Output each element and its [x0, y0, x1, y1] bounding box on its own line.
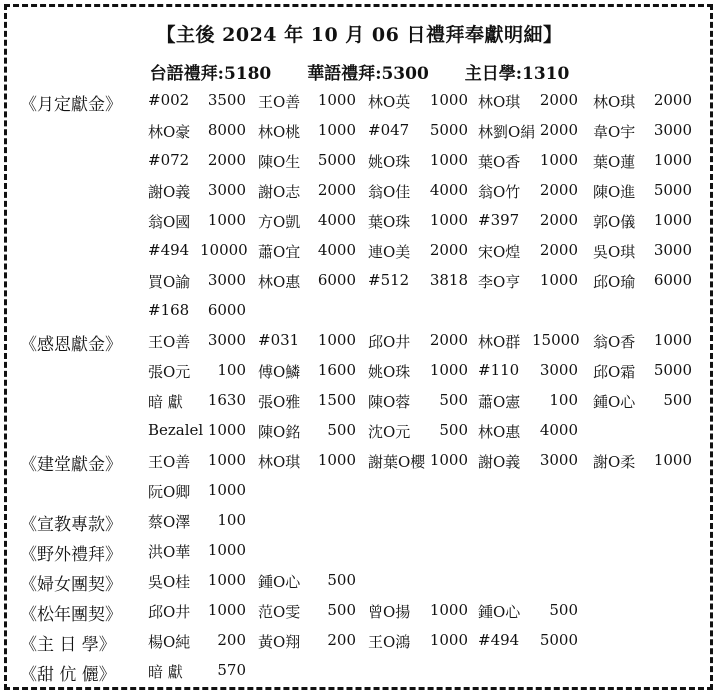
donation-amount: 2000	[429, 331, 468, 349]
donation-amount: 1000	[317, 121, 356, 139]
donation-amount: 5000	[317, 151, 356, 169]
donation-amount: 1000	[429, 361, 468, 379]
donation-amount: 8000	[207, 121, 246, 139]
donor-name: 葉O珠	[368, 213, 411, 231]
donor-name: 林O琪	[478, 93, 521, 111]
donation-amount: 2000	[317, 181, 356, 199]
donor-name: 蕭O憲	[478, 393, 521, 411]
donor-name: 宋O煌	[478, 243, 521, 261]
donation-amount: 5000	[429, 121, 468, 139]
donation-amount: 2000	[653, 91, 692, 109]
donor-name: 王O鴻	[368, 633, 411, 651]
page-title: 【主後 2024 年 10 月 06 日禮拜奉獻明細】	[156, 24, 563, 46]
donation-amount: 1000	[207, 451, 246, 469]
donor-name: Bezalel	[148, 421, 204, 439]
donation-amount: 3000	[539, 361, 578, 379]
donation-amount: 1000	[653, 331, 692, 349]
donation-amount: 500	[327, 421, 356, 439]
offering-row	[0, 150, 719, 180]
offering-row	[0, 240, 719, 270]
donor-name: 陳O銘	[258, 423, 301, 441]
offering-row	[0, 420, 719, 450]
donor-name: 姚O珠	[368, 153, 411, 171]
offering-row	[0, 540, 719, 570]
donation-amount: 500	[327, 601, 356, 619]
donor-name: 范O雯	[258, 603, 301, 621]
donation-amount: 500	[663, 391, 692, 409]
donation-amount: 3000	[207, 331, 246, 349]
donation-amount: 2000	[539, 181, 578, 199]
donation-amount: 1000	[653, 211, 692, 229]
donation-amount: 15000	[532, 331, 580, 349]
donor-name: #168	[148, 301, 190, 319]
donation-amount: 1000	[207, 601, 246, 619]
donation-amount: 1000	[317, 331, 356, 349]
donation-amount: 100	[217, 511, 246, 529]
donation-amount: 500	[327, 571, 356, 589]
donor-name: 曾O揚	[368, 603, 411, 621]
donation-amount: 6000	[207, 301, 246, 319]
donation-amount: 1500	[317, 391, 356, 409]
donor-name: 林O桃	[258, 123, 301, 141]
donor-name: 翁O國	[148, 213, 191, 231]
donation-amount: 10000	[200, 241, 248, 259]
donation-amount: 3000	[207, 271, 246, 289]
donation-amount: 1000	[429, 151, 468, 169]
donor-name: 邱O瑜	[593, 273, 636, 291]
offering-row	[0, 270, 719, 300]
category-label: 《婦女團契》	[20, 575, 122, 595]
category-label: 《宣教專款》	[20, 515, 122, 535]
donor-name: #397	[478, 211, 520, 229]
donation-amount: 1000	[653, 151, 692, 169]
donation-amount: 1000	[429, 211, 468, 229]
donor-name: 林O惠	[478, 423, 521, 441]
donor-name: 邱O井	[368, 333, 411, 351]
donor-name: 郭O儀	[593, 213, 636, 231]
summary-mandarin-service: 華語禮拜:5300	[307, 64, 429, 84]
donation-amount: 2000	[539, 121, 578, 139]
donor-name: #512	[368, 271, 410, 289]
donor-name: 王O善	[258, 93, 301, 111]
category-label: 《月定獻金》	[20, 95, 122, 115]
donation-amount: 3000	[207, 181, 246, 199]
donor-name: 王O善	[148, 333, 191, 351]
donor-name: 黃O翔	[258, 633, 301, 651]
donation-amount: 200	[327, 631, 356, 649]
donor-name: #002	[148, 91, 190, 109]
donor-name: 鍾O心	[593, 393, 636, 411]
donation-amount: 2000	[539, 211, 578, 229]
donor-name: 林O英	[368, 93, 411, 111]
donation-amount: 1000	[317, 451, 356, 469]
donor-name: 葉O蓮	[593, 153, 636, 171]
donor-name: 蕭O宜	[258, 243, 301, 261]
offering-row	[0, 360, 719, 390]
donor-name: 林O群	[478, 333, 521, 351]
donor-name: #110	[478, 361, 520, 379]
donor-name: 張O元	[148, 363, 191, 381]
donation-amount: 2000	[539, 241, 578, 259]
donor-name: 葉O香	[478, 153, 521, 171]
offering-row	[0, 330, 719, 360]
donation-amount: 5000	[653, 181, 692, 199]
donation-amount: 4000	[317, 241, 356, 259]
donor-name: 連O美	[368, 243, 411, 261]
donation-amount: 3000	[653, 241, 692, 259]
category-label: 《松年團契》	[20, 605, 122, 625]
donation-amount: 1000	[207, 541, 246, 559]
donation-amount: 500	[549, 601, 578, 619]
donor-name: 韋O宇	[593, 123, 636, 141]
donor-name: #031	[258, 331, 300, 349]
donation-amount: 4000	[429, 181, 468, 199]
donor-name: 翁O香	[593, 333, 636, 351]
summary-sunday-school: 主日學:1310	[464, 64, 570, 84]
donation-amount: 2000	[539, 91, 578, 109]
category-label: 《主 日 學》	[20, 635, 116, 655]
donor-name: 楊O純	[148, 633, 191, 651]
donor-name: 謝葉O櫻	[368, 453, 426, 471]
donor-name: 沈O元	[368, 423, 411, 441]
donation-amount: 4000	[317, 211, 356, 229]
offering-row	[0, 180, 719, 210]
category-label: 《甜 伉 儷》	[20, 665, 116, 685]
donor-name: 傅O鱗	[258, 363, 301, 381]
category-label: 《建堂獻金》	[20, 455, 122, 475]
donation-amount: 1000	[207, 571, 246, 589]
donation-amount: 1000	[429, 601, 468, 619]
donation-amount: 1000	[539, 151, 578, 169]
donor-name: 李O亨	[478, 273, 521, 291]
donation-amount: 1000	[429, 451, 468, 469]
donation-amount: 3000	[653, 121, 692, 139]
donor-name: 吳O桂	[148, 573, 191, 591]
donation-amount: 1000	[207, 481, 246, 499]
donation-amount: 1000	[539, 271, 578, 289]
donor-name: 蔡O澤	[148, 513, 191, 531]
donor-name: 鍾O心	[478, 603, 521, 621]
donation-amount: 5000	[653, 361, 692, 379]
category-label: 《感恩獻金》	[20, 335, 122, 355]
offering-row	[0, 450, 719, 480]
summary-taiwanese-service: 台語禮拜:5180	[149, 64, 272, 84]
donation-amount: 200	[217, 631, 246, 649]
donor-name: #494	[478, 631, 520, 649]
donor-name: 陳O生	[258, 153, 301, 171]
donor-name: 暗 獻	[148, 393, 183, 411]
donor-name: 林O惠	[258, 273, 301, 291]
donation-amount: 1000	[429, 91, 468, 109]
donor-name: 姚O珠	[368, 363, 411, 381]
donation-amount: 4000	[539, 421, 578, 439]
donor-name: 翁O竹	[478, 183, 521, 201]
donation-amount: 3818	[429, 271, 468, 289]
donor-name: #494	[148, 241, 190, 259]
offering-row	[0, 90, 719, 120]
donor-name: 暗 獻	[148, 663, 183, 681]
donor-name: 方O凱	[258, 213, 301, 231]
donor-name: 吳O琪	[593, 243, 636, 261]
donation-amount: 500	[439, 421, 468, 439]
donation-amount: 1000	[207, 211, 246, 229]
donor-name: 陳O蓉	[368, 393, 411, 411]
donor-name: 阮O卿	[148, 483, 191, 501]
donor-name: 邱O霜	[593, 363, 636, 381]
offering-row	[0, 510, 719, 540]
donation-amount: 2000	[429, 241, 468, 259]
donation-amount: 1000	[653, 451, 692, 469]
category-label: 《野外禮拜》	[20, 545, 122, 565]
donor-name: 洪O華	[148, 543, 191, 561]
donation-amount: 500	[439, 391, 468, 409]
donation-amount: 1000	[317, 91, 356, 109]
donor-name: 鍾O心	[258, 573, 301, 591]
donor-name: #047	[368, 121, 410, 139]
donor-name: 林O琪	[593, 93, 636, 111]
donation-amount: 1600	[317, 361, 356, 379]
attendance-summary	[0, 59, 719, 84]
donation-amount: 100	[549, 391, 578, 409]
offering-row	[0, 480, 719, 510]
donation-amount: 6000	[653, 271, 692, 289]
donor-name: 林O琪	[258, 453, 301, 471]
offering-row	[0, 210, 719, 240]
donation-amount: 5000	[539, 631, 578, 649]
offering-row	[0, 300, 719, 330]
donor-name: 謝O義	[478, 453, 521, 471]
donation-amount: 2000	[207, 151, 246, 169]
offering-row	[0, 120, 719, 150]
donor-name: 買O諭	[148, 273, 191, 291]
donor-name: 陳O進	[593, 183, 636, 201]
donor-name: 張O雅	[258, 393, 301, 411]
offering-row	[0, 390, 719, 420]
donor-name: 翁O佳	[368, 183, 411, 201]
donation-amount: 6000	[317, 271, 356, 289]
donor-name: 王O善	[148, 453, 191, 471]
donation-amount: 100	[217, 361, 246, 379]
donor-name: 謝O義	[148, 183, 191, 201]
donor-name: 謝O柔	[593, 453, 636, 471]
donation-amount: 570	[217, 661, 246, 679]
donor-name: 林劉O絹	[478, 123, 536, 141]
donation-amount: 1630	[207, 391, 246, 409]
donation-amount: 3000	[539, 451, 578, 469]
donation-amount: 1000	[429, 631, 468, 649]
donor-name: #072	[148, 151, 190, 169]
offering-row	[0, 630, 719, 660]
offering-row	[0, 660, 719, 690]
donor-name: 邱O井	[148, 603, 191, 621]
donor-name: 謝O志	[258, 183, 301, 201]
donation-amount: 1000	[207, 421, 246, 439]
donor-name: 林O豪	[148, 123, 191, 141]
offering-row	[0, 600, 719, 630]
offering-row	[0, 570, 719, 600]
donation-amount: 3500	[207, 91, 246, 109]
